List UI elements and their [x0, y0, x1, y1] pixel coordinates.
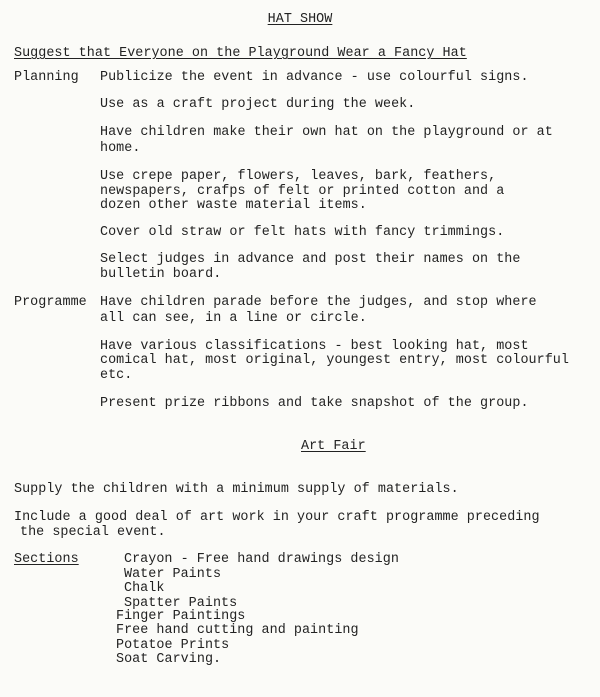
planning-line-6a: Select judges in advance and post their names on the: [100, 252, 521, 267]
programme-line-3: Present prize ribbons and take snapshot of the group.: [100, 396, 529, 411]
section-item: Water Paints: [124, 567, 222, 582]
planning-line-3a: Have children make their own hat on the playground or at: [100, 125, 553, 140]
planning-line-6b: bulletin board.: [100, 267, 222, 282]
planning-line-2: Use as a craft project during the week.: [100, 97, 416, 112]
art-fair-paragraph-2b: the special event.: [20, 525, 166, 540]
art-fair-paragraph-1: Supply the children with a minimum supply of materials.: [14, 482, 459, 497]
section-item: Chalk: [124, 581, 165, 596]
programme-line-1a: Have children parade before the judges, and stop where: [100, 295, 537, 310]
art-fair-title: Art Fair: [301, 439, 366, 454]
section-item: Finger Paintings: [116, 609, 246, 624]
section-item: Crayon - Free hand drawings design: [124, 552, 399, 567]
planning-line-1: Publicize the event in advance - use colourful signs.: [100, 70, 529, 85]
section-item: Spatter Paints: [124, 596, 238, 611]
planning-line-4a: Use crepe paper, flowers, leaves, bark, feathers,: [100, 169, 497, 184]
art-fair-paragraph-2a: Include a good deal of art work in your craft programme preceding: [14, 510, 540, 525]
programme-label: Programme: [14, 295, 87, 310]
hat-show-subtitle: Suggest that Everyone on the Playground Wear a Fancy Hat: [14, 46, 467, 61]
section-item: Free hand cutting and painting: [116, 623, 359, 638]
programme-line-2a: Have various classifications - best looking hat, most: [100, 339, 529, 354]
programme-line-1b: all can see, in a line or circle.: [100, 311, 367, 326]
programme-line-2b: comical hat, most original, youngest entry, most colourful: [100, 353, 569, 368]
hat-show-title: HAT SHOW: [267, 12, 333, 27]
planning-line-4b: newspapers, crafps of felt or printed cotton and a: [100, 184, 505, 199]
planning-label: Planning: [14, 70, 79, 85]
section-item: Potatoe Prints: [116, 638, 230, 653]
planning-line-4c: dozen other waste material items.: [100, 198, 367, 213]
sections-label: Sections: [14, 552, 79, 567]
section-item: Soat Carving.: [116, 652, 222, 667]
programme-line-2c: etc.: [100, 368, 133, 383]
planning-line-3b: home.: [100, 141, 141, 156]
planning-line-5: Cover old straw or felt hats with fancy trimmings.: [100, 225, 505, 240]
